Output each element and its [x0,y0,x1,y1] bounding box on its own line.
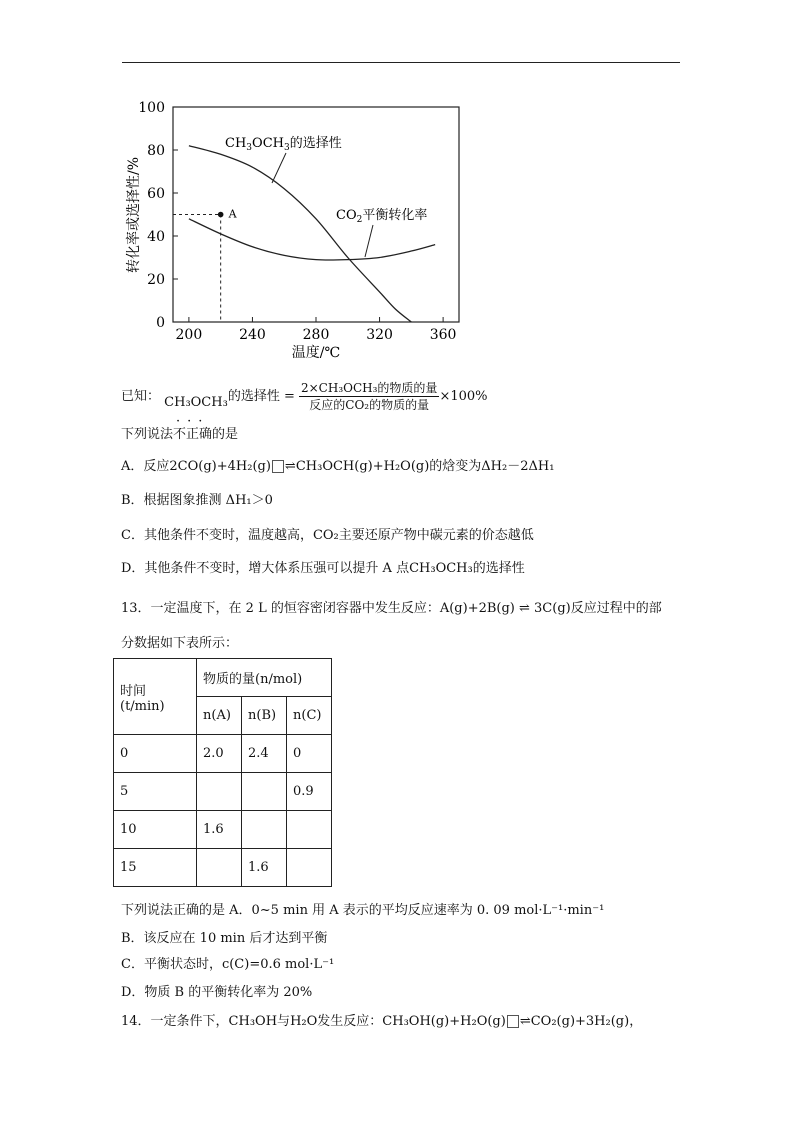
known-formula: 已知： CH₃OCH₃的选择性 = $\frac{\text{2×CH₃OCH₃的物质的量}}{\text{反应的CO₂的物质的量}}$ ×100% [121,381,488,412]
y-tick-label: 60 [147,186,165,202]
table-cell: 0 [287,735,332,773]
x-axis-label: 温度/℃ [291,345,341,361]
y-axis-label: 转化率或选择性/% [126,156,142,274]
table-cell: 0 [114,735,197,773]
q13-option-b: B．该反应在 10 min 后才达到平衡 [121,931,328,946]
q13-option-a: 下列说法正确的是 A．0~5 min 用 A 表示的平均反应速率为 0. 09 mol·L⁻¹·min⁻¹ [121,903,605,918]
selectivity-fraction: $\frac{\text{2×CH₃OCH₃的物质的量}}{\text{反应的CO₂的物质的量}}$ [300,381,438,412]
point-a-marker [218,212,224,218]
table-amount-header: 物质的量(n/mol) [197,659,332,697]
series-co2-conversion-line [189,219,435,260]
table-cell: 1.6 [242,849,287,887]
table-cell [287,849,332,887]
q13-option-c: C．平衡状态时，c(C)=0.6 mol·L⁻¹ [121,957,335,972]
curve-leader-1 [272,153,286,183]
table-cell: 2.4 [242,735,287,773]
y-tick-label: 40 [147,229,165,245]
arrow-glyph-box [272,460,284,473]
q12-option-a: A．反应2CO(g)+4H₂(g) ⇌CH₃OCH(g)+H₂O(g)的焓变为ΔH₂－2ΔH₁ [121,459,555,474]
x-tick-label: 200 [175,327,203,343]
table-cell: 0.9 [287,773,332,811]
table-cell [197,849,242,887]
table-time-header: 时间(t/min) [114,659,197,735]
curve-leader-2 [365,225,373,257]
table-row [114,849,332,887]
table-cell: 2.0 [197,735,242,773]
table-col-header: n(A) [197,697,242,735]
y-axis-ticks [138,100,178,331]
table-cell: 5 [114,773,197,811]
y-tick-label: 20 [147,272,165,288]
q13-data-table [113,658,332,887]
x-axis-ticks [176,317,457,343]
table-cell [197,773,242,811]
curve-label-co2: $CO_2$平衡转化率 [336,208,428,225]
table-cell [242,773,287,811]
point-a-label: A [228,207,237,221]
y-tick-label: 80 [147,143,165,159]
table-row [114,811,332,849]
q12-option-c: C．其他条件不变时，温度越高，CO₂主要还原产物中碳元素的价态越低 [121,528,534,543]
table-col-header: n(B) [242,697,287,735]
table-cell [242,811,287,849]
q13-stem-line1: 13．一定温度下，在 2 L 的恒容密闭容器中发生反应：A(g)+2B(g) ⇌ 3C(g)反应过程中的部 [121,601,662,616]
table-row [114,735,332,773]
x-tick-label: 280 [302,327,330,343]
q13-stem-line2: 分数据如下表所示： [121,636,239,651]
arrow-glyph-box [507,1015,519,1028]
q14-stem: 14．一定条件下，CH₃OH与H₂O发生反应：CH₃OH(g)+H₂O(g) ⇌CO₂(g)+3H₂(g)， [121,1014,643,1029]
table-row [114,773,332,811]
curve-label-selectivity: $CH_3OCH_3$的选择性 [225,136,342,153]
q12-option-d: D．其他条件不变时，增大体系压强可以提升 A 点CH₃OCH₃的选择性 [121,561,525,576]
temperature-chart [118,95,478,365]
q12-stem: 下列说法不正确的是 [121,427,239,442]
y-tick-label: 100 [138,100,165,116]
chart-series [189,146,435,322]
q13-option-d: D．物质 B 的平衡转化率为 20% [121,985,313,1000]
table-cell: 10 [114,811,197,849]
chart-annotations [173,208,238,323]
x-tick-label: 320 [366,327,393,343]
x-tick-label: 240 [239,327,266,343]
table-cell [287,811,332,849]
x-tick-label: 360 [429,327,457,343]
emphasis-dots: ··· [176,414,210,429]
y-tick-label: 0 [156,315,165,331]
table-cell: 1.6 [197,811,242,849]
table-cell: 15 [114,849,197,887]
top-rule [122,62,680,63]
q12-option-b: B．根据图象推测 ΔH₁＞0 [121,493,273,508]
table-col-header: n(C) [287,697,332,735]
